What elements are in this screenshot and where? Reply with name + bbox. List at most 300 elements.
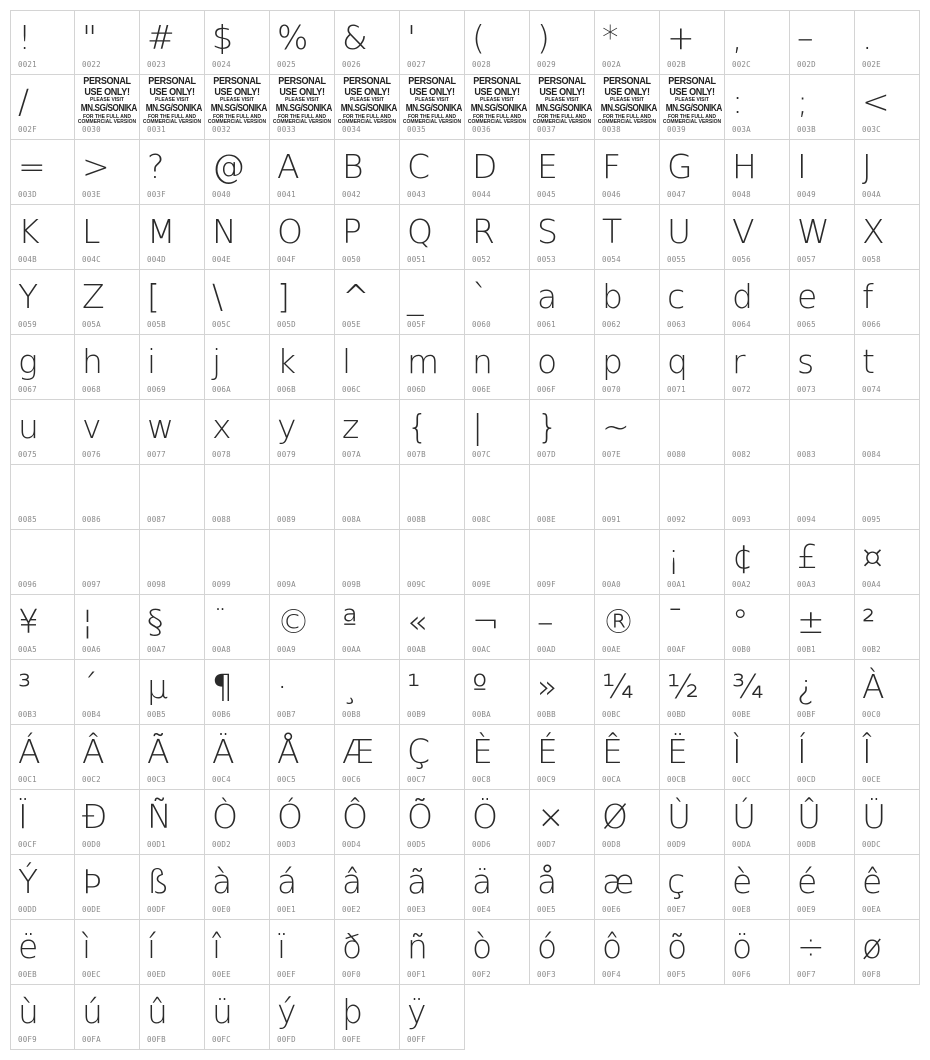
codepoint-label: 0056: [732, 255, 751, 264]
codepoint-label: 0073: [797, 385, 816, 394]
glyph-cell: [530, 140, 595, 205]
glyph-cell: [530, 790, 595, 855]
glyph-char: Á: [18, 732, 41, 771]
glyph-cell: [725, 725, 790, 790]
glyph-cell: [400, 465, 465, 530]
codepoint-label: 00A9: [277, 645, 296, 654]
glyph-cell: [465, 270, 530, 335]
glyph-cell: [335, 660, 400, 725]
glyph-char: y: [277, 407, 297, 446]
glyph-char: Å: [277, 732, 300, 771]
glyph-cell: [270, 10, 335, 75]
codepoint-label: 006D: [407, 385, 426, 394]
codepoint-label: 008E: [537, 515, 556, 524]
glyph-char: õ: [667, 927, 688, 966]
glyph-cell: [335, 790, 400, 855]
glyph-cell: [10, 75, 75, 140]
glyph-char: K: [18, 212, 40, 251]
glyph-char: e: [797, 277, 818, 316]
glyph-char: »: [537, 667, 558, 706]
glyph-cell: [10, 595, 75, 660]
notice-line6: COMMERCIAL VERSION: [207, 119, 267, 125]
codepoint-label: 00DA: [732, 840, 751, 849]
notice-line6: COMMERCIAL VERSION: [77, 119, 137, 125]
codepoint-label: 00B4: [82, 710, 101, 719]
glyph-cell: [335, 140, 400, 205]
glyph-cell: [660, 725, 725, 790]
glyph-cell: [75, 855, 140, 920]
glyph-char: U: [667, 212, 692, 251]
codepoint-label: 0054: [602, 255, 621, 264]
glyph-char: ¾: [732, 667, 764, 706]
codepoint-label: 00A2: [732, 580, 751, 589]
glyph-char: E: [537, 147, 558, 186]
codepoint-label: 00F4: [602, 970, 621, 979]
notice-line4: MN.SG/SONIKA: [275, 103, 332, 114]
codepoint-label: 0066: [862, 320, 881, 329]
codepoint-label: 0080: [667, 450, 686, 459]
glyph-cell: [790, 660, 855, 725]
codepoint-label: 00FC: [212, 1035, 231, 1044]
glyph-char: ': [407, 18, 417, 57]
glyph-cell: [10, 855, 75, 920]
glyph-cell: [790, 790, 855, 855]
glyph-char: ?: [147, 147, 165, 186]
glyph-char: N: [212, 212, 237, 251]
glyph-char: *: [602, 18, 619, 57]
glyph-char: Û: [797, 797, 822, 836]
glyph-cell: [75, 595, 140, 660]
codepoint-label: 0059: [18, 320, 37, 329]
glyph-cell: [790, 335, 855, 400]
glyph-cell: [140, 530, 205, 595]
glyph-char: á: [277, 862, 298, 901]
codepoint-label: 00BD: [667, 710, 686, 719]
notice-line5: FOR THE FULL AND: [472, 114, 522, 120]
codepoint-label: 0033: [277, 125, 296, 134]
glyph-cell: [400, 335, 465, 400]
codepoint-label: 00C2: [82, 775, 101, 784]
glyph-char: q: [667, 342, 688, 381]
glyph-cell: [530, 660, 595, 725]
glyph-cell: [465, 465, 530, 530]
glyph-cell: [270, 465, 335, 530]
codepoint-label: 00B1: [797, 645, 816, 654]
codepoint-label: 0085: [18, 515, 37, 524]
codepoint-label: 002F: [18, 125, 37, 134]
glyph-char: c: [667, 277, 686, 316]
codepoint-label: 005F: [407, 320, 426, 329]
codepoint-label: 00C5: [277, 775, 296, 784]
glyph-cell: [10, 10, 75, 75]
codepoint-label: 00CA: [602, 775, 621, 784]
codepoint-label: 00E7: [667, 905, 686, 914]
codepoint-label: 0076: [82, 450, 101, 459]
glyph-cell: [660, 920, 725, 985]
glyph-char: Ø: [602, 797, 628, 836]
glyph-cell: [855, 270, 920, 335]
glyph-cell: [10, 140, 75, 205]
codepoint-label: 0039: [667, 125, 686, 134]
codepoint-label: 003D: [18, 190, 37, 199]
codepoint-label: 0058: [862, 255, 881, 264]
glyph-cell: [465, 660, 530, 725]
glyph-char: ò: [472, 927, 493, 966]
codepoint-label: 0088: [212, 515, 231, 524]
glyph-cell: [530, 400, 595, 465]
notice-line1: PERSONAL: [538, 75, 586, 87]
codepoint-label: 00C0: [862, 710, 881, 719]
glyph-cell: [790, 725, 855, 790]
glyph-cell: [465, 75, 530, 140]
codepoint-label: 006E: [472, 385, 491, 394]
notice-line3: PLEASE VISIT: [220, 97, 254, 103]
codepoint-label: 003F: [147, 190, 166, 199]
glyph-cell: [855, 465, 920, 530]
notice-line3: PLEASE VISIT: [545, 97, 579, 103]
glyph-char: n: [472, 342, 493, 381]
glyph-cell: [140, 75, 205, 140]
glyph-char: ±: [797, 602, 825, 641]
notice-line4: MN.SG/SONIKA: [405, 103, 462, 114]
glyph-char: þ: [342, 992, 363, 1031]
glyph-cell: [335, 400, 400, 465]
glyph-char: è: [732, 862, 753, 901]
glyph-char: ö: [732, 927, 753, 966]
glyph-cell: [595, 725, 660, 790]
notice-line2: USE ONLY!: [149, 85, 195, 98]
codepoint-label: 00BE: [732, 710, 751, 719]
codepoint-label: 0099: [212, 580, 231, 589]
codepoint-label: 0052: [472, 255, 491, 264]
codepoint-label: 00EB: [18, 970, 37, 979]
glyph-char: À: [862, 667, 885, 706]
glyph-cell: [75, 75, 140, 140]
notice-line3: PLEASE VISIT: [285, 97, 319, 103]
notice-line4: MN.SG/SONIKA: [80, 103, 137, 114]
notice-line3: PLEASE VISIT: [350, 97, 384, 103]
codepoint-label: 00A5: [18, 645, 37, 654]
glyph-cell: [270, 205, 335, 270]
codepoint-label: 00CD: [797, 775, 816, 784]
personal-use-notice: [465, 76, 529, 125]
notice-line5: FOR THE FULL AND: [407, 114, 457, 120]
codepoint-label: 004E: [212, 255, 231, 264]
glyph-cell: [335, 205, 400, 270]
glyph-cell: [790, 75, 855, 140]
glyph-cell: [270, 855, 335, 920]
codepoint-label: 00AB: [407, 645, 426, 654]
glyph-char: ª: [342, 602, 358, 641]
codepoint-label: 00ED: [147, 970, 166, 979]
glyph-cell: [335, 270, 400, 335]
glyph-cell: [595, 595, 660, 660]
codepoint-label: 0051: [407, 255, 426, 264]
glyph-cell: [660, 465, 725, 530]
notice-line5: FOR THE FULL AND: [602, 114, 652, 120]
codepoint-label: 0050: [342, 255, 361, 264]
glyph-cell: [595, 465, 660, 530]
glyph-grid: [10, 10, 920, 1050]
glyph-char: ¿: [797, 667, 815, 706]
glyph-char: ¢: [732, 537, 753, 576]
glyph-char: ¶: [212, 667, 233, 706]
codepoint-label: 00A6: [82, 645, 101, 654]
glyph-cell: [140, 205, 205, 270]
glyph-char: ½: [667, 667, 699, 706]
glyph-cell: [725, 335, 790, 400]
codepoint-label: 00B2: [862, 645, 881, 654]
glyph-cell: [75, 465, 140, 530]
glyph-char: J: [862, 147, 872, 186]
glyph-char: Æ: [342, 732, 375, 771]
notice-line2: USE ONLY!: [604, 85, 650, 98]
personal-use-notice: [75, 76, 139, 125]
notice-line2: USE ONLY!: [409, 85, 455, 98]
codepoint-label: 003A: [732, 125, 751, 134]
glyph-char: ´: [82, 667, 98, 706]
glyph-char: ¬: [472, 602, 500, 641]
codepoint-label: 002B: [667, 60, 686, 69]
codepoint-label: 00F1: [407, 970, 426, 979]
glyph-cell: [660, 140, 725, 205]
glyph-cell: [270, 140, 335, 205]
glyph-char: Ö: [472, 797, 498, 836]
codepoint-label: 00AF: [667, 645, 686, 654]
codepoint-label: 0087: [147, 515, 166, 524]
glyph-cell: [270, 790, 335, 855]
codepoint-label: 00D6: [472, 840, 491, 849]
codepoint-label: 0022: [82, 60, 101, 69]
glyph-char: (: [472, 18, 485, 57]
glyph-char: Ó: [277, 797, 303, 836]
codepoint-label: 0069: [147, 385, 166, 394]
codepoint-label: 0049: [797, 190, 816, 199]
codepoint-label: 0060: [472, 320, 491, 329]
notice-line3: PLEASE VISIT: [155, 97, 189, 103]
glyph-cell: [140, 660, 205, 725]
personal-use-notice: [335, 76, 399, 125]
codepoint-label: 005A: [82, 320, 101, 329]
glyph-char: È: [472, 732, 493, 771]
codepoint-label: 00E6: [602, 905, 621, 914]
glyph-cell: [725, 400, 790, 465]
glyph-char: Ä: [212, 732, 235, 771]
glyph-char: L: [82, 212, 101, 251]
glyph-char: ¨: [212, 602, 229, 641]
glyph-char: $: [212, 18, 233, 57]
codepoint-label: 00E5: [537, 905, 556, 914]
glyph-cell: [205, 530, 270, 595]
glyph-cell: [595, 400, 660, 465]
notice-line2: USE ONLY!: [84, 85, 130, 98]
glyph-cell: [400, 790, 465, 855]
glyph-char: D: [472, 147, 498, 186]
glyph-cell: [205, 270, 270, 335]
glyph-cell: [205, 725, 270, 790]
codepoint-label: 0097: [82, 580, 101, 589]
glyph-char: l: [342, 342, 352, 381]
glyph-cell: [790, 140, 855, 205]
glyph-char: }: [537, 407, 558, 446]
codepoint-label: 00F0: [342, 970, 361, 979]
codepoint-label: 00E9: [797, 905, 816, 914]
notice-line5: FOR THE FULL AND: [147, 114, 197, 120]
glyph-char: ·: [277, 667, 288, 706]
glyph-char: B: [342, 147, 364, 186]
glyph-char: ý: [277, 992, 297, 1031]
glyph-char: ¯: [667, 602, 684, 641]
glyph-char: â: [342, 862, 363, 901]
glyph-cell: [660, 75, 725, 140]
glyph-char: t: [862, 342, 875, 381]
glyph-cell: [270, 660, 335, 725]
glyph-cell: [530, 335, 595, 400]
glyph-char: ï: [277, 927, 287, 966]
glyph-char: Î: [862, 732, 872, 771]
glyph-cell: [205, 335, 270, 400]
notice-line1: PERSONAL: [278, 75, 326, 87]
glyph-char: ": [82, 18, 98, 57]
glyph-char: I: [797, 147, 807, 186]
glyph-cell: [270, 400, 335, 465]
glyph-char: #: [147, 18, 175, 57]
personal-use-notice: [205, 76, 269, 125]
glyph-cell: [725, 920, 790, 985]
glyph-char: ê: [862, 862, 883, 901]
glyph-char: .: [862, 18, 873, 57]
glyph-char: [: [147, 277, 160, 316]
codepoint-label: 00E4: [472, 905, 491, 914]
glyph-cell: [855, 660, 920, 725]
codepoint-label: 00BC: [602, 710, 621, 719]
notice-line1: PERSONAL: [343, 75, 391, 87]
glyph-cell: [205, 985, 270, 1050]
notice-line6: COMMERCIAL VERSION: [272, 119, 332, 125]
codepoint-label: 0079: [277, 450, 296, 459]
codepoint-label: 007C: [472, 450, 491, 459]
glyph-char: ÿ: [407, 992, 427, 1031]
codepoint-label: 0048: [732, 190, 751, 199]
codepoint-label: 00C3: [147, 775, 166, 784]
notice-line5: FOR THE FULL AND: [537, 114, 587, 120]
glyph-cell: [400, 985, 465, 1050]
glyph-char: R: [472, 212, 495, 251]
glyph-char: ¥: [18, 602, 39, 641]
codepoint-label: 0092: [667, 515, 686, 524]
personal-use-notice: [660, 76, 724, 125]
codepoint-label: 00BF: [797, 710, 816, 719]
codepoint-label: 0026: [342, 60, 361, 69]
codepoint-label: 00C8: [472, 775, 491, 784]
codepoint-label: 0068: [82, 385, 101, 394]
glyph-char: £: [797, 537, 818, 576]
notice-line4: MN.SG/SONIKA: [600, 103, 657, 114]
codepoint-label: 0036: [472, 125, 491, 134]
glyph-cell: [140, 725, 205, 790]
codepoint-label: 0093: [732, 515, 751, 524]
notice-line1: PERSONAL: [473, 75, 521, 87]
glyph-char: ]: [277, 277, 290, 316]
glyph-char: ñ: [407, 927, 428, 966]
codepoint-label: 00F9: [18, 1035, 37, 1044]
notice-line3: PLEASE VISIT: [415, 97, 449, 103]
codepoint-label: 0070: [602, 385, 621, 394]
glyph-char: ó: [537, 927, 558, 966]
glyph-char: H: [732, 147, 757, 186]
codepoint-label: 004D: [147, 255, 166, 264]
notice-line2: USE ONLY!: [279, 85, 325, 98]
codepoint-label: 0062: [602, 320, 621, 329]
glyph-cell: [10, 920, 75, 985]
codepoint-label: 006C: [342, 385, 361, 394]
personal-use-notice: [530, 76, 594, 125]
glyph-cell: [205, 790, 270, 855]
glyph-char: O: [277, 212, 303, 251]
glyph-char: «: [407, 602, 428, 641]
glyph-cell: [725, 855, 790, 920]
glyph-char: î: [212, 927, 222, 966]
glyph-char: ¹: [407, 667, 421, 706]
notice-line5: FOR THE FULL AND: [212, 114, 262, 120]
codepoint-label: 009F: [537, 580, 556, 589]
glyph-char: k: [277, 342, 297, 381]
notice-line4: MN.SG/SONIKA: [145, 103, 202, 114]
glyph-cell: [465, 920, 530, 985]
glyph-cell: [595, 530, 660, 595]
codepoint-label: 00DC: [862, 840, 881, 849]
glyph-cell: [855, 725, 920, 790]
glyph-char: ²: [862, 602, 876, 641]
glyph-cell: [465, 400, 530, 465]
glyph-cell: [75, 400, 140, 465]
glyph-char: Q: [407, 212, 433, 251]
glyph-cell: [335, 530, 400, 595]
glyph-char: ã: [407, 862, 428, 901]
codepoint-label: 00BB: [537, 710, 556, 719]
codepoint-label: 0084: [862, 450, 881, 459]
codepoint-label: 0029: [537, 60, 556, 69]
codepoint-label: 005C: [212, 320, 231, 329]
codepoint-label: 00CF: [18, 840, 37, 849]
glyph-cell: [10, 335, 75, 400]
glyph-cell: [530, 75, 595, 140]
glyph-char: +: [667, 18, 695, 57]
codepoint-label: 00A1: [667, 580, 686, 589]
glyph-cell: [205, 140, 270, 205]
glyph-char: V: [732, 212, 755, 251]
codepoint-label: 0089: [277, 515, 296, 524]
glyph-char: û: [147, 992, 168, 1031]
glyph-cell: [660, 335, 725, 400]
notice-line1: PERSONAL: [148, 75, 196, 87]
codepoint-label: 0077: [147, 450, 166, 459]
codepoint-label: 00AD: [537, 645, 556, 654]
glyph-cell: [140, 335, 205, 400]
codepoint-label: 00A7: [147, 645, 166, 654]
glyph-cell: [400, 140, 465, 205]
codepoint-label: 0095: [862, 515, 881, 524]
glyph-char: ³: [18, 667, 32, 706]
notice-line5: FOR THE FULL AND: [82, 114, 132, 120]
codepoint-label: 0064: [732, 320, 751, 329]
codepoint-label: 0096: [18, 580, 37, 589]
glyph-char: s: [797, 342, 815, 381]
glyph-cell: [660, 400, 725, 465]
codepoint-label: 0091: [602, 515, 621, 524]
glyph-cell: [10, 270, 75, 335]
codepoint-label: 00FE: [342, 1035, 361, 1044]
